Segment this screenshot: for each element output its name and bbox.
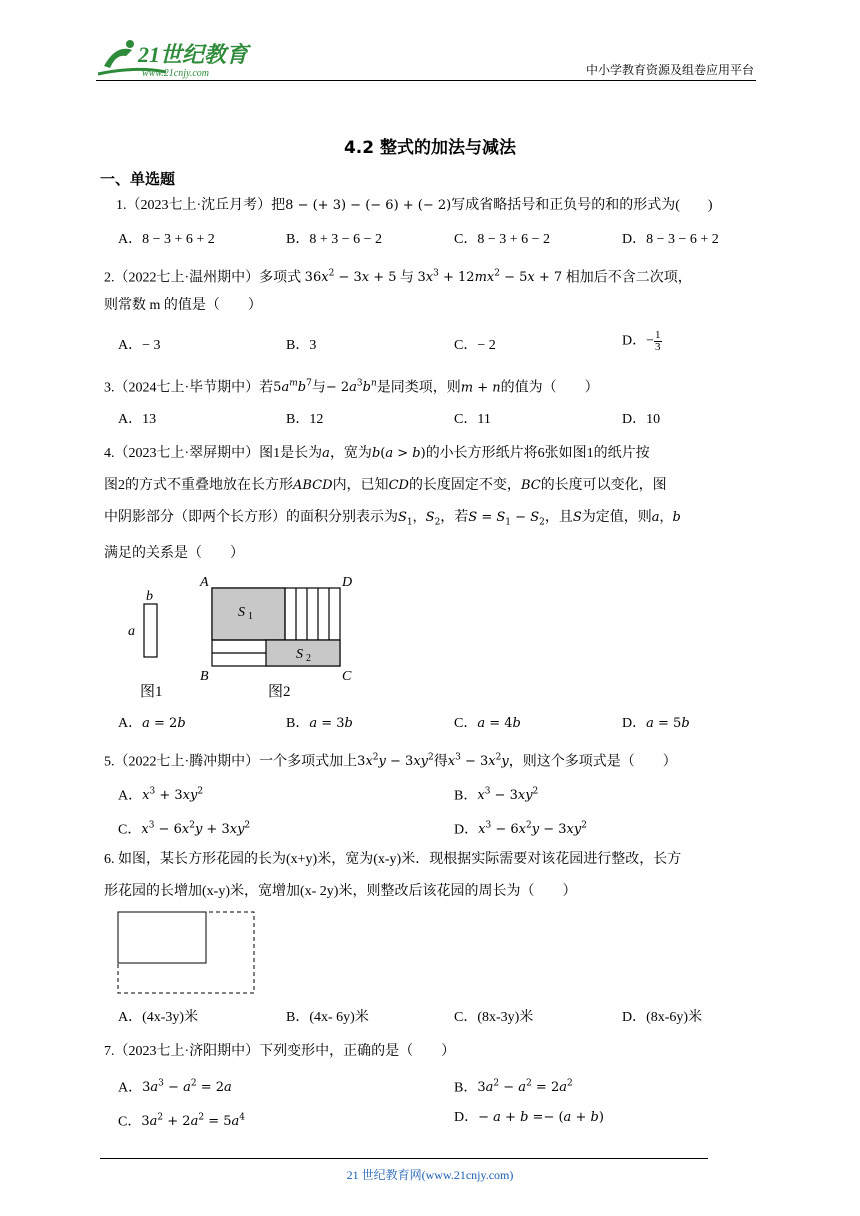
q1-prefix: 1.（2023七上·沈丘月考）把 [116, 198, 286, 213]
q4-l1a: 4.（2023七上·翠屏期中）图1是长为 [104, 446, 323, 461]
q4-figures [120, 572, 370, 706]
footer-divider [100, 1158, 708, 1159]
q2-option-d[interactable] [622, 330, 662, 353]
q4-l3d: 为定值，则 [581, 510, 652, 525]
q4-cd: CD [388, 478, 409, 493]
q4-l1b: ，宽为 [329, 446, 372, 461]
q4-line3 [104, 510, 681, 531]
logo-text: 21世纪教育 [138, 42, 249, 67]
q7-a-label: A． [118, 1080, 143, 1096]
q4-l3b: ，若 [440, 510, 469, 525]
platform-name: 中小学教育资源及组卷应用平台 [585, 63, 754, 77]
fig1-caption: 图1 [140, 684, 163, 700]
q4-var-a: a [322, 446, 330, 461]
q4-line2 [104, 478, 667, 494]
q5-c-label: C． [118, 822, 142, 838]
q7-option-c[interactable] [118, 1110, 245, 1130]
q3-option-c[interactable]: C．11 [454, 412, 491, 427]
q5-c-expr: $x^3 - 6x^2y + 3xy^2$ [141, 821, 251, 838]
q2-part2: 与 [400, 270, 415, 286]
q5-a-expr: $x^3 + 3xy^2$ [142, 787, 204, 804]
fig2-caption: 图2 [268, 684, 291, 700]
q4-l2c: 的长度固定不变， [408, 478, 521, 493]
q3-option-b[interactable]: B．12 [286, 412, 324, 427]
q5-option-a[interactable] [118, 784, 203, 804]
q4-d-expr: a = 5b [646, 716, 690, 731]
q5-option-c[interactable] [118, 818, 250, 838]
q4-l1c: 的小长方形纸片将6张如图1的纸片按 [425, 446, 650, 461]
q6-option-c[interactable]: C．(8x-3y)米 [454, 1010, 534, 1025]
question-1 [116, 198, 713, 214]
q5-option-b[interactable] [454, 784, 538, 804]
q1-option-d[interactable]: D．8 − 3 − 6 + 2 [622, 232, 719, 247]
q6-option-d[interactable]: D．(8x-6y)米 [622, 1010, 703, 1025]
q2-option-c[interactable]: C．− 2 [454, 338, 496, 353]
q7-b-label: B． [454, 1080, 478, 1096]
q4-c-label: C． [454, 716, 478, 731]
fig2-s2-sub: 2 [306, 653, 311, 664]
fig1-label-b: b [146, 589, 153, 604]
q7-option-b[interactable] [454, 1076, 573, 1096]
question-5 [104, 750, 677, 770]
q1-suffix: 写成省略括号和正负号的和的形式为( ) [451, 198, 713, 213]
q4-l2a: 图2的方式不重叠地放在长方形 [104, 478, 293, 493]
q5-b-label: B． [454, 788, 478, 804]
q6-figure [116, 910, 258, 996]
q3-term1: $5a^mb^7$ [273, 379, 312, 396]
q2-part1: 2.（2022七上·温州期中）多项式 [104, 270, 302, 286]
q2-option-a[interactable]: A．− 3 [118, 338, 161, 353]
q2-option-d-fraction [654, 330, 662, 353]
q2-option-d-label: D．− [622, 333, 655, 349]
q7-b-expr: $3a^2 - a^2 = 2a^2$ [477, 1079, 573, 1096]
q4-line1 [104, 446, 650, 462]
q4-l3c: ，且 [544, 510, 573, 525]
q7-c-label: C． [118, 1114, 142, 1130]
q4-ab: a，b [651, 510, 681, 525]
q4-a-label: A． [118, 716, 143, 731]
q5-poly1: $3x^2y - 3xy^2$ [357, 753, 434, 770]
question-2 [104, 266, 692, 286]
q6-option-b[interactable]: B．(4x- 6y)米 [286, 1010, 369, 1025]
q5-b-expr: $x^3 - 3xy^2$ [477, 787, 539, 804]
q1-option-c[interactable]: C．8 − 3 + 6 − 2 [454, 232, 551, 247]
q5-part2: 得 [433, 754, 448, 770]
q5-poly2: $x^3 - 3x^2y$ [447, 753, 509, 770]
q4-bc: BC [520, 478, 541, 493]
q3-term2: − $2a^3b^n$ [325, 379, 377, 396]
q3-sum: m + n [460, 380, 501, 396]
fig1-rect [144, 604, 157, 657]
q7-c-expr: $3a^2 + 2a^2 = 5a^4$ [141, 1113, 245, 1130]
q4-d-label: D． [622, 716, 647, 731]
q2-line2: 则常数 m 的值是（ ） [104, 298, 262, 313]
q3-part3: 是同类项，则 [376, 380, 461, 396]
footer-link[interactable]: 21 世纪教育网(www.21cnjy.com) [346, 1168, 514, 1182]
q2-poly2: $3x^3 + 12mx^2 - 5x + 7$ [417, 269, 563, 286]
q4-l3a: 中阴影部分（即两个长方形）的面积分别表示为 [104, 510, 398, 525]
q4-l2b: 内，已知 [332, 478, 389, 493]
q4-s1s2: $S_1$，$S_2$ [398, 510, 441, 528]
q2-poly1: $36x^2 - 3x + 5$ [304, 269, 397, 286]
q3-option-d[interactable]: D．10 [622, 412, 661, 427]
q4-b-expr: a = 3b [309, 716, 353, 731]
fraction-denominator: 3 [655, 341, 661, 353]
question-3 [104, 376, 599, 396]
q3-option-a[interactable]: A．13 [118, 412, 157, 427]
logo-21cnjy [96, 36, 266, 80]
q2-part3: 相加后不含二次项， [565, 270, 692, 286]
q4-c-expr: a = 4b [477, 716, 521, 731]
q5-a-label: A． [118, 788, 143, 804]
q4-option-d[interactable] [622, 716, 690, 732]
fig2-s2-label: S [296, 647, 303, 662]
fig2-label-a: A [200, 575, 209, 590]
q5-d-expr: $x^3 - 6x^2y - 3xy^2$ [478, 821, 587, 838]
q4-b-label: B． [286, 716, 310, 731]
q6-line2: 形花园的长增加(x-y)米，宽增加(x- 2y)米，则整改后该花园的周长为（ ） [104, 884, 577, 899]
q4-a-expr: a = 2b [142, 716, 186, 731]
q1-option-b[interactable]: B．8 + 3 − 6 − 2 [286, 232, 383, 247]
q6-line1: 6. 如图，某长方形花园的长为(x+y)米，宽为(x-y)米．现根据实际需要对该花园进行整改，长方 [104, 852, 682, 867]
fig2-s2 [266, 640, 340, 666]
q5-part1: 5.（2022七上·腾冲期中）一个多项式加上 [104, 754, 358, 770]
q3-part2: 与 [311, 380, 326, 396]
q6-original-garden [118, 912, 206, 963]
q4-s: S [572, 510, 582, 525]
question-7: 7.（2023七上·济阳期中）下列变形中，正确的是（ ） [104, 1044, 456, 1059]
q4-l2d: 的长度可以变化，图 [540, 478, 667, 493]
q7-option-a[interactable] [118, 1076, 232, 1096]
q4-cond: b(a > b) [371, 446, 426, 461]
fraction-numerator: 1 [655, 329, 661, 341]
fig1-label-a: a [128, 624, 135, 639]
q5-option-d[interactable] [454, 818, 587, 838]
page-header [96, 30, 756, 81]
q2-option-b[interactable]: B．3 [286, 338, 317, 353]
q1-option-a[interactable]: A．8 − 3 + 6 + 2 [118, 232, 215, 247]
page-title: 4.2 整式的加法与减法 [343, 138, 517, 158]
section-heading: 一、单选题 [100, 170, 176, 188]
q7-option-d[interactable] [454, 1110, 604, 1126]
q1-expression: 8 − (+ 3) − (− 6) + (− 2) [285, 198, 452, 213]
fig2-label-b: B [200, 669, 209, 684]
q5-part3: ，则这个多项式是（ ） [508, 754, 677, 770]
q4-option-a[interactable] [118, 716, 186, 732]
q7-d-expr: − a + b =− (a + b) [478, 1110, 604, 1125]
q4-option-c[interactable] [454, 716, 521, 732]
q6-new-garden [118, 912, 254, 993]
q7-a-expr: $3a^3 - a^2 = 2a$ [142, 1079, 232, 1096]
q5-d-label: D． [454, 822, 479, 838]
fig2-s1-sub: 1 [248, 611, 253, 622]
q3-part1: 3.（2024七上·毕节期中）若 [104, 380, 274, 396]
q4-line4: 满足的关系是（ ） [104, 546, 244, 561]
logo-url: www.21cnjy.com [142, 68, 210, 79]
q4-abcd: ABCD [293, 478, 333, 493]
fig2-label-c: C [342, 669, 352, 684]
q7-d-label: D． [454, 1110, 479, 1125]
fig2-label-d: D [342, 575, 353, 590]
q4-s-eq: $S = S_1 - S_2$ [468, 510, 545, 528]
q4-option-b[interactable] [286, 716, 353, 732]
fig2-s1-label: S [238, 605, 245, 620]
q6-option-a[interactable]: A．(4x-3y)米 [118, 1010, 199, 1025]
q3-part4: 的值为（ ） [500, 380, 599, 396]
